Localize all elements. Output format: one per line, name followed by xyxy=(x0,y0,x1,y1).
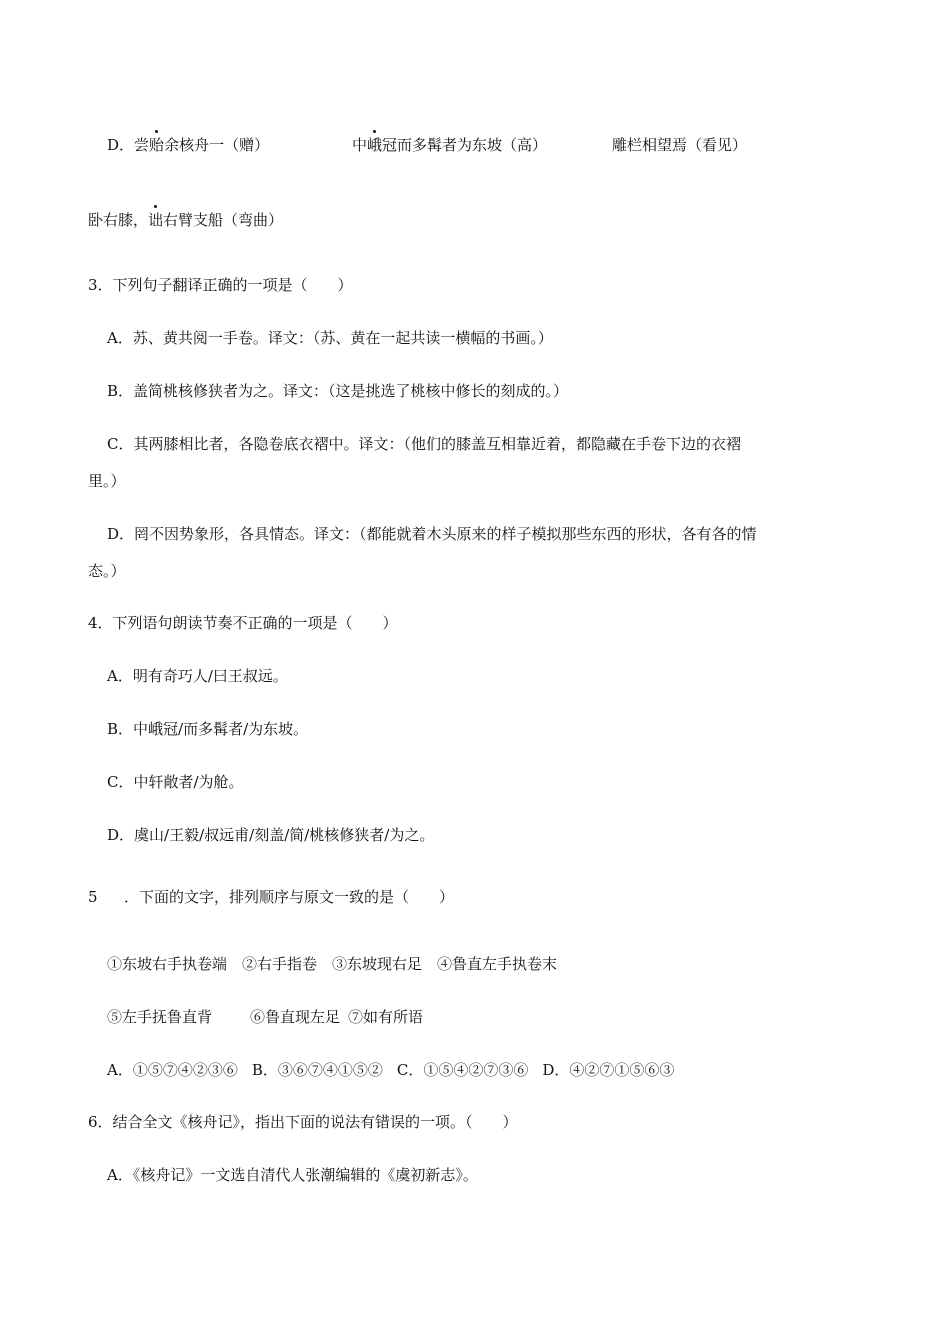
q5-item: ⑥鲁直现左足 xyxy=(250,1008,341,1026)
q3-option-c: C．其两膝相比者，各隐卷底衣褶中。译文：（他们的膝盖互相靠近着，都隐藏在手卷下边的衣褶 xyxy=(107,435,741,453)
q4-option-b: B．中峨冠/而多髯者/为东坡。 xyxy=(107,720,309,738)
q5-stem: ．下面的文字，排列顺序与原文一致的是（ ） xyxy=(124,888,455,906)
q5-option-c: C．①⑤④②⑦③⑥ xyxy=(396,1061,529,1079)
q5-item: ①东坡右手执卷端 xyxy=(107,955,228,973)
q3-option-c-cont: 里。） xyxy=(88,472,126,490)
q5-items-row1 xyxy=(107,954,557,974)
q6-option-a: A．《核舟记》一文选自清代人张潮编辑的《虞初新志》。 xyxy=(107,1166,478,1184)
q4-stem: 4．下列语句朗读节奏不正确的一项是（ ） xyxy=(88,614,398,632)
q5-item: ③东坡现右足 xyxy=(332,955,423,973)
emphasis-char: 贻 xyxy=(149,136,165,154)
q3-stem: 3．下列句子翻译正确的一项是（ ） xyxy=(88,276,353,294)
q5-option-b: B．③⑥⑦④①⑤② xyxy=(251,1061,383,1079)
q4-option-a: A．明有奇巧人/曰王叔远。 xyxy=(107,667,288,685)
q3-option-d-cont: 态。） xyxy=(88,562,126,580)
q5-options xyxy=(107,1060,674,1080)
q3-option-a: A．苏、黄共阅一手卷。译文：（苏、黄在一起共读一横幅的书画。） xyxy=(107,329,553,347)
q5-option-a: A．①⑤⑦④②③⑥ xyxy=(107,1061,238,1079)
q5-option-d: D．④②⑦①⑤⑥③ xyxy=(542,1061,675,1079)
q4-option-d: D．虞山/王毅/叔远甫/刻盖/简/桃核修狭者/为之。 xyxy=(107,826,435,844)
q5-item: ④鲁直左手执卷末 xyxy=(437,955,558,973)
q2-option-d-item3: 雕栏相望焉（看见） xyxy=(612,136,748,154)
q2-option-d-item4: 卧右膝，诎右臂支船（弯曲） xyxy=(88,211,284,229)
q4-option-c: C．中轩敞者/为舱。 xyxy=(107,773,244,791)
q5-items-row2 xyxy=(107,1007,423,1027)
q5-item: ⑤左手抚鲁直背 xyxy=(107,1008,213,1026)
q5-number: 5 xyxy=(88,888,98,906)
emphasis-char: 峨 xyxy=(367,136,383,154)
q5-item: ⑦如有所语 xyxy=(348,1008,424,1026)
q3-option-d: D．罔不因势象形，各具情态。译文：（都能就着木头原来的样子模拟那些东西的形状，各有各的情 xyxy=(107,525,757,543)
q2-option-d: D．尝贻余核舟一（赠） xyxy=(107,136,270,154)
q3-option-b: B．盖简桃核修狭者为之。译文：（这是挑选了桃核中修长的刻成的。） xyxy=(107,382,569,400)
q2-option-d-item2: 中峨冠而多髯者为东坡（高） xyxy=(352,136,548,154)
q5-item: ②右手指卷 xyxy=(242,955,318,973)
emphasis-char: 诎 xyxy=(148,211,164,229)
q6-stem: 6．结合全文《核舟记》，指出下面的说法有错误的一项。（ ） xyxy=(88,1113,518,1131)
